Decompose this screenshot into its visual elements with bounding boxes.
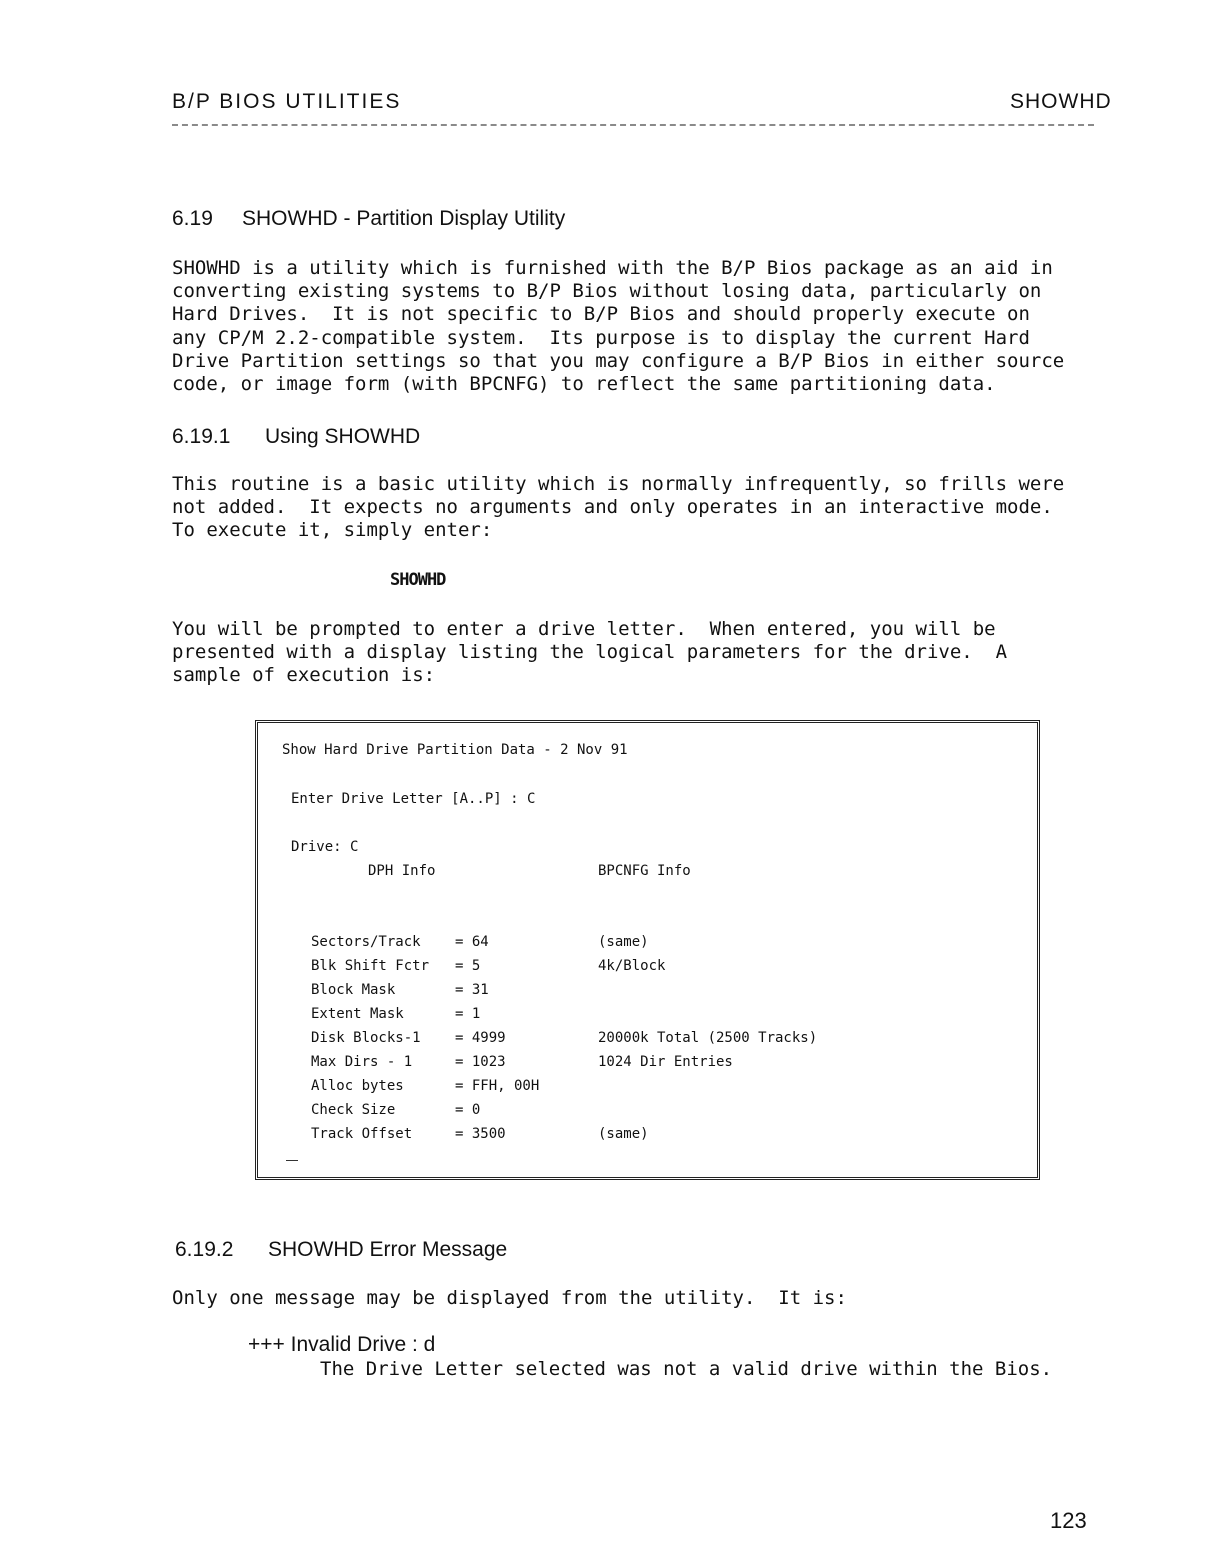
row-label: Check Size xyxy=(311,1102,396,1118)
subsection-number: 6.19.1 xyxy=(172,425,231,448)
screen-cursor xyxy=(286,1160,298,1161)
row-info: 4k/Block xyxy=(598,958,666,974)
row-label: Block Mask xyxy=(311,982,396,998)
screen-title-line: Show Hard Drive Partition Data - 2 Nov 91 xyxy=(282,742,628,758)
row-label: Max Dirs - 1 xyxy=(311,1054,413,1070)
row-value: = 31 xyxy=(455,982,489,998)
usage-paragraph xyxy=(172,473,1112,543)
paragraph-line: code, or image form (with BPCNFG) to reflect the same partitioning data. xyxy=(172,373,996,396)
row-label: Blk Shift Fctr xyxy=(311,958,430,974)
prompt-paragraph xyxy=(172,618,1112,688)
paragraph-line: Only one message may be displayed from the utility. It is: xyxy=(172,1287,847,1309)
bpcnfg-info-header: BPCNFG Info xyxy=(598,863,691,879)
paragraph-line: SHOWHD is a utility which is furnished with the B/P Bios package as an aid in xyxy=(172,257,1053,279)
running-header-title: B/P BIOS UTILITIES xyxy=(172,90,402,113)
row-label: Track Offset xyxy=(311,1126,413,1142)
section-heading xyxy=(172,207,565,231)
paragraph-line: sample of execution is: xyxy=(172,664,436,687)
row-info: 20000k Total (2500 Tracks) xyxy=(598,1030,818,1046)
paragraph-line: presented with a display listing the logical parameters for the drive. A xyxy=(172,641,1008,664)
subsection-title: SHOWHD Error Message xyxy=(268,1238,508,1261)
row-info: 1024 Dir Entries xyxy=(598,1054,733,1070)
subsection-heading-error xyxy=(175,1238,507,1262)
subsection-heading-using xyxy=(172,425,420,449)
row-value: = FFH, 00H xyxy=(455,1078,540,1094)
page-number: 123 xyxy=(1050,1508,1087,1533)
row-value: = 3500 xyxy=(455,1126,506,1142)
error-intro xyxy=(172,1287,1112,1310)
screen-drive-line: Drive: C xyxy=(291,839,359,855)
error-message: +++ Invalid Drive : d xyxy=(248,1333,436,1356)
paragraph-line: Drive Partition settings so that you may configure a B/P Bios in either source xyxy=(172,349,1065,372)
intro-paragraph xyxy=(172,257,1112,396)
row-value: = 1023 xyxy=(455,1054,506,1070)
paragraph-line: To execute it, simply enter: xyxy=(172,519,493,542)
header-divider xyxy=(172,124,1094,126)
command-example: SHOWHD xyxy=(390,570,446,590)
row-info: (same) xyxy=(598,1126,649,1142)
row-value: = 64 xyxy=(455,934,489,950)
paragraph-line: any CP/M 2.2-compatible system. Its purpose is to display the current Hard xyxy=(172,326,1030,349)
row-label: Extent Mask xyxy=(311,1006,404,1022)
sample-screen-output xyxy=(255,720,1040,1180)
paragraph-line: You will be prompted to enter a drive letter. When entered, you will be xyxy=(172,618,996,640)
row-value: = 1 xyxy=(455,1006,481,1022)
screen-prompt-line: Enter Drive Letter [A..P] : C xyxy=(291,791,536,807)
section-title: SHOWHD - Partition Display Utility xyxy=(242,207,566,230)
row-label: Sectors/Track xyxy=(311,934,421,950)
row-value: = 4999 xyxy=(455,1030,506,1046)
paragraph-line: Hard Drives. It is not specific to B/P Bios and should properly execute on xyxy=(172,303,1030,326)
paragraph-line: This routine is a basic utility which is normally infrequently, so frills were xyxy=(172,473,1065,495)
dph-info-header: DPH Info xyxy=(368,863,436,879)
row-label: Alloc bytes xyxy=(311,1078,404,1094)
error-description: The Drive Letter selected was not a valid drive within the Bios. xyxy=(320,1358,1053,1380)
row-info: (same) xyxy=(598,934,649,950)
row-value: = 5 xyxy=(455,958,481,974)
section-number: 6.19 xyxy=(172,207,213,230)
subsection-title: Using SHOWHD xyxy=(265,425,421,448)
running-header-section: SHOWHD xyxy=(1010,90,1112,113)
subsection-number: 6.19.2 xyxy=(175,1238,234,1261)
row-value: = 0 xyxy=(455,1102,481,1118)
paragraph-line: converting existing systems to B/P Bios without losing data, particularly on xyxy=(172,280,1042,303)
row-label: Disk Blocks-1 xyxy=(311,1030,421,1046)
paragraph-line: not added. It expects no arguments and only operates in an interactive mode. xyxy=(172,496,1053,519)
